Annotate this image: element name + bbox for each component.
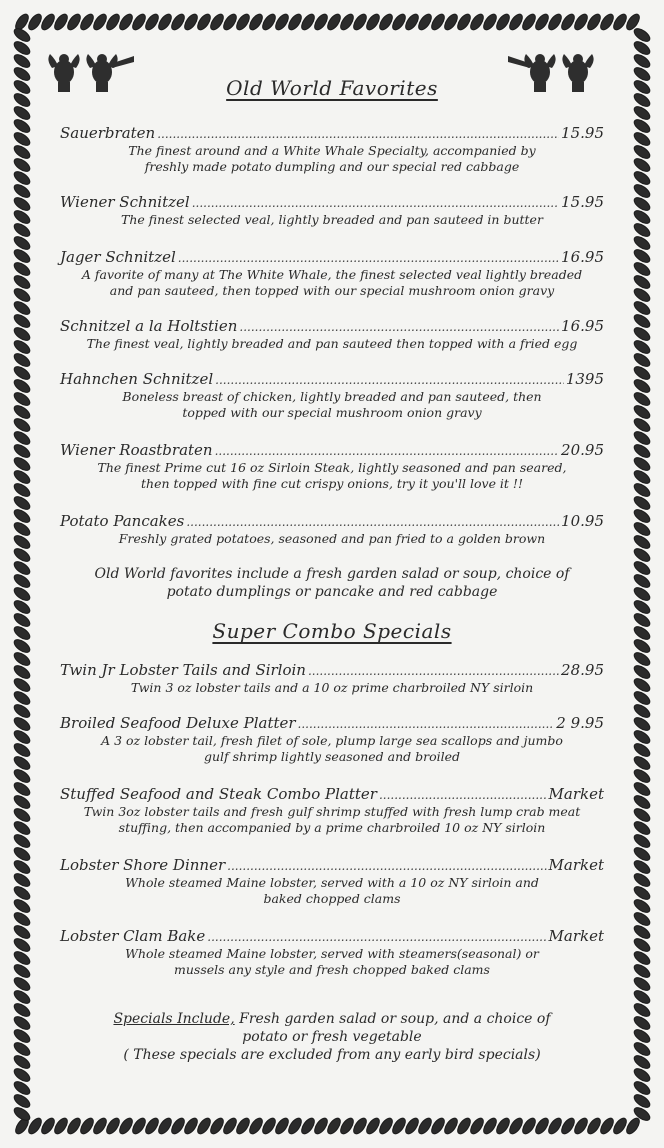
item-price: Market: [548, 785, 604, 803]
item-description: Boneless breast of chicken, lightly breaded and pan sauteed, then topped with our special mushroom onion gravy: [122, 389, 542, 420]
leader-dots: [157, 125, 559, 143]
item-name: Stuffed Seafood and Steak Combo Platter: [60, 785, 377, 803]
item-price: 28.95: [561, 661, 604, 679]
item-price: 10.95: [561, 512, 604, 530]
item-price: 16.95: [561, 317, 604, 335]
item-description: Freshly grated potatoes, seasoned and pan fried to a golden brown: [118, 531, 546, 546]
item-name: Twin Jr Lobster Tails and Sirloin: [60, 661, 306, 679]
item-price: 15.95: [561, 124, 604, 142]
item-name: Broiled Seafood Deluxe Platter: [60, 714, 296, 732]
menu-item: [60, 370, 604, 421]
item-name: Sauerbraten: [60, 124, 156, 142]
item-price: Market: [548, 856, 604, 874]
leader-dots: [227, 857, 546, 875]
item-description: The finest veal, lightly breaded and pan sauteed then topped with a fried egg: [86, 336, 578, 351]
item-description: The finest around and a White Whale Specialty, accompanied by freshly made potato dumpling and our special red cabbage: [128, 143, 536, 174]
item-name: Lobster Clam Bake: [60, 927, 206, 945]
menu-content: [60, 66, 604, 1064]
item-description: Whole steamed Maine lobster, served with steamers(seasonal) or mussels any style and fresh chopped baked clams: [125, 946, 539, 977]
menu-item: [60, 927, 604, 978]
item-price: 2 9.95: [556, 714, 604, 732]
leader-dots: [215, 371, 564, 389]
leader-dots: [239, 318, 559, 336]
item-description: A favorite of many at The White Whale, the finest selected veal lightly breaded and pan sauteed, then topped with our special mushroom onion gravy: [81, 267, 583, 298]
item-description: A 3 oz lobster tail, fresh filet of sole, plump large sea scallops and jumbo gulf shrimp lightly seasoned and broiled: [101, 733, 563, 764]
section-note: Old World favorites include a fresh garden salad or soup, choice of potato dumplings or pancake and red cabbage: [94, 566, 570, 600]
item-name: Wiener Schnitzel: [60, 193, 190, 211]
item-name: Lobster Shore Dinner: [60, 856, 226, 874]
section-title-old-world: Old World Favorites: [226, 76, 438, 100]
leader-dots: [207, 928, 546, 946]
leader-dots: [298, 715, 555, 733]
menu-item: [60, 856, 604, 907]
item-description: Twin 3oz lobster tails and fresh gulf shrimp stuffed with fresh lump crab meat stuffing, then accompanied by a prime charbroiled 10 oz NY sirloin: [83, 804, 581, 835]
item-name: Schnitzel a la Holtstien: [60, 317, 238, 335]
menu-item: [60, 512, 604, 547]
item-price: Market: [548, 927, 604, 945]
menu-item: [60, 661, 604, 696]
leader-dots: [379, 786, 547, 804]
menu-item: [60, 714, 604, 765]
menu-item: [60, 317, 604, 352]
specials-lead: Specials Include,: [113, 1011, 235, 1027]
leader-dots: [192, 194, 559, 212]
item-name: Potato Pancakes: [60, 512, 185, 530]
item-name: Hahnchen Schnitzel: [60, 370, 214, 388]
item-description: The finest selected veal, lightly breaded and pan sauteed in butter: [121, 212, 543, 227]
item-price: 16.95: [561, 248, 604, 266]
specials-line2: potato or fresh vegetable: [242, 1029, 422, 1045]
menu-item: [60, 248, 604, 299]
item-description: Twin 3 oz lobster tails and a 10 oz prime charbroiled NY sirloin: [130, 680, 534, 695]
item-description: Whole steamed Maine lobster, served with a 10 oz NY sirloin and baked chopped clams: [125, 875, 539, 906]
section-title-combo: Super Combo Specials: [212, 619, 452, 643]
specials-line1: Fresh garden salad or soup, and a choice of: [234, 1011, 551, 1027]
item-description: The finest Prime cut 16 oz Sirloin Steak, lightly seasoned and pan seared, then topped with fine cut crispy onions, try it you'll love it !!: [97, 460, 567, 491]
menu-item: [60, 441, 604, 492]
menu-item: [60, 785, 604, 836]
specials-line3: ( These specials are excluded from any early bird specials): [123, 1047, 541, 1063]
leader-dots: [186, 513, 559, 531]
menu-item: [60, 193, 604, 228]
item-name: Jager Schnitzel: [60, 248, 176, 266]
leader-dots: [178, 249, 559, 267]
item-name: Wiener Roastbraten: [60, 441, 213, 459]
specials-footer: [60, 1010, 604, 1064]
item-price: 20.95: [561, 441, 604, 459]
leader-dots: [308, 662, 559, 680]
item-price: 15.95: [561, 193, 604, 211]
menu-item: [60, 124, 604, 175]
leader-dots: [215, 442, 559, 460]
item-price: 1395: [565, 370, 604, 388]
